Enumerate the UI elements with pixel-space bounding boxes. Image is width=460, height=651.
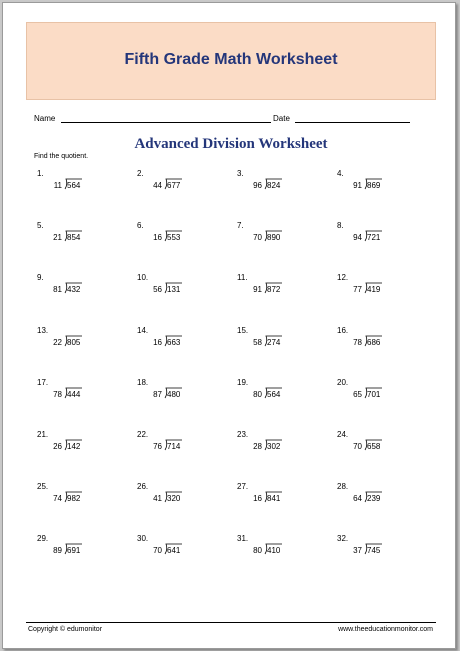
divisor: 44 bbox=[153, 181, 162, 190]
division-problem bbox=[134, 169, 224, 209]
division-problem bbox=[134, 430, 224, 470]
problem-number: 1. bbox=[37, 169, 44, 178]
name-label: Name bbox=[34, 114, 56, 123]
dividend: 419 bbox=[367, 285, 381, 294]
problem-number: 28. bbox=[337, 482, 349, 491]
dividend: 721 bbox=[367, 233, 381, 242]
problem-number: 11. bbox=[237, 273, 248, 282]
problem-number: 20. bbox=[337, 378, 349, 387]
problem-number: 24. bbox=[337, 430, 349, 439]
dividend: 658 bbox=[367, 442, 381, 451]
divisor: 78 bbox=[353, 338, 362, 347]
problem-grid bbox=[34, 169, 434, 569]
dividend: 714 bbox=[167, 442, 181, 451]
footer-website: www.theeducationmonitor.com bbox=[338, 626, 433, 633]
division-problem bbox=[134, 534, 224, 574]
dividend: 564 bbox=[267, 390, 281, 399]
dividend: 444 bbox=[67, 390, 81, 399]
divisor: 87 bbox=[153, 390, 162, 399]
problem-number: 10. bbox=[137, 273, 149, 282]
dividend: 142 bbox=[67, 442, 81, 451]
problem-number: 31. bbox=[237, 534, 249, 543]
divisor: 28 bbox=[253, 442, 262, 451]
dividend: 320 bbox=[167, 494, 181, 503]
divisor: 91 bbox=[253, 285, 262, 294]
dividend: 854 bbox=[67, 233, 81, 242]
divisor: 76 bbox=[153, 442, 162, 451]
instruction-text: Find the quotient. bbox=[34, 153, 89, 160]
division-problem bbox=[234, 326, 324, 366]
footer-copyright: Copyright © edumonitor bbox=[28, 626, 103, 633]
divisor: 80 bbox=[253, 390, 262, 399]
division-problem bbox=[134, 221, 224, 261]
worksheet-page bbox=[2, 2, 456, 649]
dividend: 869 bbox=[367, 181, 381, 190]
problem-number: 26. bbox=[137, 482, 149, 491]
problem-number: 12. bbox=[337, 273, 349, 282]
dividend: 564 bbox=[67, 181, 81, 190]
divisor: 70 bbox=[353, 442, 362, 451]
division-problem bbox=[334, 430, 424, 470]
worksheet-title: Fifth Grade Math Worksheet bbox=[124, 51, 338, 68]
dividend: 805 bbox=[67, 338, 81, 347]
division-problem bbox=[34, 482, 124, 522]
divisor: 11 bbox=[53, 181, 62, 190]
division-problem bbox=[34, 326, 124, 366]
division-problem bbox=[234, 221, 324, 261]
divisor: 21 bbox=[53, 233, 62, 242]
dividend: 824 bbox=[267, 181, 281, 190]
problem-number: 3. bbox=[237, 169, 244, 178]
division-problem bbox=[34, 273, 124, 313]
date-label: Date bbox=[273, 114, 290, 123]
problem-number: 13. bbox=[37, 326, 49, 335]
divisor: 22 bbox=[53, 338, 62, 347]
dividend: 432 bbox=[67, 285, 81, 294]
division-problem bbox=[234, 430, 324, 470]
dividend: 745 bbox=[367, 546, 381, 555]
division-problem bbox=[34, 534, 124, 574]
division-problem bbox=[134, 378, 224, 418]
divisor: 78 bbox=[53, 390, 62, 399]
divisor: 81 bbox=[53, 285, 62, 294]
division-problem bbox=[234, 273, 324, 313]
problem-number: 27. bbox=[237, 482, 249, 491]
division-problem bbox=[34, 430, 124, 470]
divisor: 74 bbox=[53, 494, 62, 503]
divisor: 70 bbox=[253, 233, 262, 242]
divisor: 77 bbox=[353, 285, 362, 294]
footer-divider bbox=[26, 622, 436, 623]
problem-number: 30. bbox=[137, 534, 149, 543]
division-problem bbox=[234, 482, 324, 522]
dividend: 701 bbox=[367, 390, 381, 399]
division-problem bbox=[234, 534, 324, 574]
dividend: 553 bbox=[167, 233, 181, 242]
divisor: 16 bbox=[153, 338, 162, 347]
problem-number: 6. bbox=[137, 221, 144, 230]
divisor: 58 bbox=[253, 338, 262, 347]
dividend: 274 bbox=[267, 338, 281, 347]
problem-number: 9. bbox=[37, 273, 44, 282]
divisor: 37 bbox=[353, 546, 362, 555]
division-problem bbox=[34, 169, 124, 209]
dividend: 677 bbox=[167, 181, 181, 190]
dividend: 982 bbox=[67, 494, 81, 503]
divisor: 91 bbox=[353, 181, 362, 190]
dividend: 239 bbox=[367, 494, 381, 503]
name-line[interactable] bbox=[61, 122, 271, 123]
divisor: 89 bbox=[53, 546, 62, 555]
problem-number: 7. bbox=[237, 221, 244, 230]
problem-number: 18. bbox=[137, 378, 149, 387]
dividend: 663 bbox=[167, 338, 181, 347]
dividend: 872 bbox=[267, 285, 281, 294]
divisor: 96 bbox=[253, 181, 262, 190]
date-line[interactable] bbox=[295, 122, 410, 123]
divisor: 26 bbox=[53, 442, 62, 451]
dividend: 410 bbox=[267, 546, 281, 555]
division-problem bbox=[334, 221, 424, 261]
dividend: 302 bbox=[267, 442, 281, 451]
dividend: 686 bbox=[367, 338, 381, 347]
division-problem bbox=[334, 378, 424, 418]
title-banner bbox=[26, 22, 436, 100]
problem-number: 22. bbox=[137, 430, 149, 439]
division-problem bbox=[334, 534, 424, 574]
problem-number: 25. bbox=[37, 482, 49, 491]
problem-number: 29. bbox=[37, 534, 49, 543]
problem-number: 5. bbox=[37, 221, 44, 230]
divisor: 80 bbox=[253, 546, 262, 555]
problem-number: 17. bbox=[37, 378, 49, 387]
division-problem bbox=[134, 273, 224, 313]
divisor: 64 bbox=[353, 494, 362, 503]
problem-number: 15. bbox=[237, 326, 249, 335]
problem-number: 14. bbox=[137, 326, 149, 335]
problem-number: 21. bbox=[37, 430, 49, 439]
divisor: 56 bbox=[153, 285, 162, 294]
problem-number: 16. bbox=[337, 326, 349, 335]
divisor: 94 bbox=[353, 233, 362, 242]
dividend: 131 bbox=[167, 285, 181, 294]
division-problem bbox=[334, 326, 424, 366]
problem-number: 4. bbox=[337, 169, 344, 178]
division-problem bbox=[134, 326, 224, 366]
divisor: 65 bbox=[353, 390, 362, 399]
division-problem bbox=[234, 378, 324, 418]
division-problem bbox=[34, 378, 124, 418]
worksheet-subtitle: Advanced Division Worksheet bbox=[134, 136, 328, 152]
problem-number: 2. bbox=[137, 169, 144, 178]
divisor: 41 bbox=[153, 494, 162, 503]
dividend: 691 bbox=[67, 546, 81, 555]
division-problem bbox=[134, 482, 224, 522]
problem-number: 23. bbox=[237, 430, 249, 439]
dividend: 890 bbox=[267, 233, 281, 242]
problem-number: 19. bbox=[237, 378, 249, 387]
dividend: 841 bbox=[267, 494, 281, 503]
division-problem bbox=[234, 169, 324, 209]
divisor: 16 bbox=[153, 233, 162, 242]
division-problem bbox=[334, 482, 424, 522]
division-problem bbox=[334, 273, 424, 313]
divisor: 16 bbox=[253, 494, 262, 503]
problem-number: 32. bbox=[337, 534, 349, 543]
problem-number: 8. bbox=[337, 221, 344, 230]
divisor: 70 bbox=[153, 546, 162, 555]
division-problem bbox=[34, 221, 124, 261]
division-problem bbox=[334, 169, 424, 209]
dividend: 641 bbox=[167, 546, 181, 555]
dividend: 480 bbox=[167, 390, 181, 399]
